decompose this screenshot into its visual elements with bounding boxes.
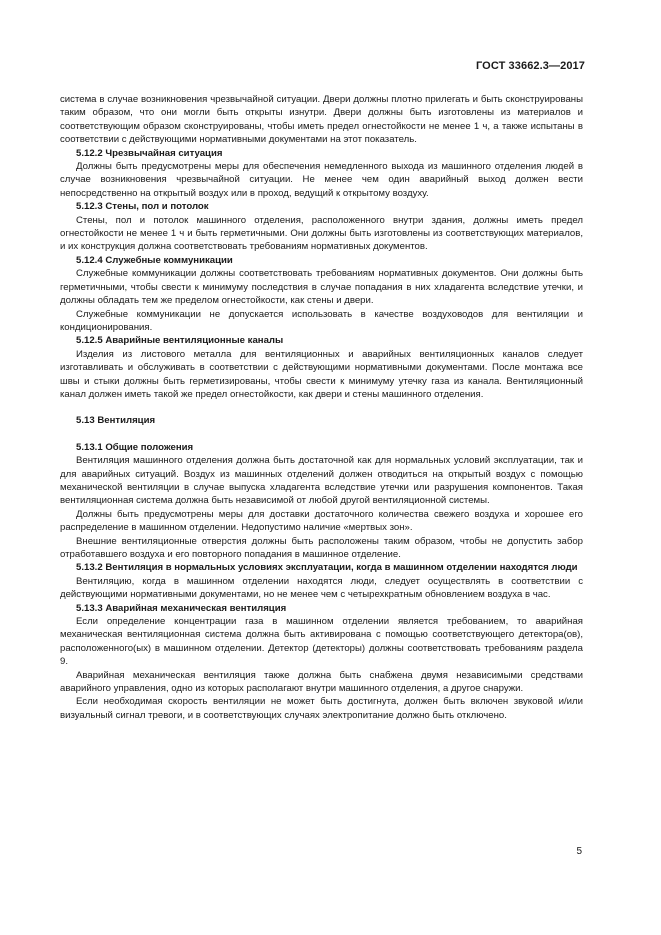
body-paragraph: Аварийная механическая вентиляция также должна быть снабжена двумя независимыми средствами аварийного управления, одно из которых располагают внутри машинного отделения, а другое снаружи. xyxy=(60,669,583,695)
page-number: 5 xyxy=(576,846,582,857)
body-paragraph: Должны быть предусмотрены меры для доставки достаточного количества свежего воздуха и хорошее его распределение в машинном отделении. Недопустимо наличие «мертвых зон». xyxy=(60,508,583,534)
body-paragraph: Служебные коммуникации не допускается использовать в качестве воздуховодов для вентиляции и кондиционирования. xyxy=(60,308,583,333)
body-paragraph: Если определение концентрации газа в машинном отделении является требованием, то аварийная механическая вентиляционная система должна быть активирована с помощью соответствующего детектора(ов), расположенного(ых) в машинном отделении. Детектор (детекторы) должны соответствовать требованиям раздела 9. xyxy=(60,616,583,668)
section-spacer xyxy=(60,401,583,414)
section-heading: 5.12.3 Стены, пол и потолок xyxy=(76,201,209,213)
body-paragraph: Вентиляция машинного отделения должна быть достаточной как для нормальных условий эксплуатации, так и для аварийных ситуаций. Воздух из машинных отделений должен отводиться на открытый воздух с помощью механической вентиляции в случае выпуска хладагента вследствие утечки или разрушения компонентов. Такая вентиляционная система должна быть независимой от любой другой вентиляционной системы. xyxy=(60,455,583,507)
section-heading: 5.13.2 Вентиляция в нормальных условиях эксплуатации, когда в машинном отделении находятся люди xyxy=(76,562,578,574)
document-body xyxy=(60,93,583,722)
body-paragraph: Если необходимая скорость вентиляции не может быть достигнута, должен быть включен звуковой и/или визуальный сигнал тревоги, и в соответствующих случаях электропитание должно быть отключено. xyxy=(60,696,583,721)
body-paragraph: Изделия из листового металла для вентиляционных и аварийных вентиляционных каналов следует изготавливать и обслуживать в соответствии с действующими нормативными документами. После монтажа все швы и стыки должны быть герметизированы, чтобы свести к минимуму утечку газа из канала. Вентиляционный канал должен иметь такой же предел огнестойкости, как двери и стены машинного отделения. xyxy=(60,348,583,400)
standard-designation: ГОСТ 33662.3—2017 xyxy=(475,60,585,72)
section-heading: 5.12.5 Аварийные вентиляционные каналы xyxy=(76,335,284,347)
body-paragraph: Внешние вентиляционные отверстия должны быть расположены таким образом, чтобы не допустить забор отработавшего воздуха и его повторного попадания в машинное отделение. xyxy=(60,535,583,560)
body-paragraph: система в случае возникновения чрезвычайной ситуации. Двери должны плотно прилегать и быть сконструированы таким образом, что они могли быть открыты изнутри. Двери должны быть изготовлены из материалов и соответствующим образом сконструированы, чтобы иметь предел огнестойкости не менее 1 ч, а также испытаны в соответствии с действующими нормативными документами на этот показатель. xyxy=(60,94,583,146)
section-heading: 5.12.4 Служебные коммуникации xyxy=(76,254,233,266)
body-paragraph: Стены, пол и потолок машинного отделения, расположенного внутри здания, должны иметь предел огнестойкости не менее 1 ч и быть герметичными. Они должны быть изготовлены из соответствующих материалов, и их конструкция должна соответствовать требованиям нормативных документов. xyxy=(60,214,583,253)
section-heading: 5.12.2 Чрезвычайная ситуация xyxy=(76,147,223,159)
body-paragraph: Вентиляцию, когда в машинном отделении находятся люди, следует осуществлять в соответствии с действующими нормативными документами, но не менее чем с четырехкратным обновлением воздуха в час. xyxy=(60,575,583,601)
section-heading: 5.13 Вентиляция xyxy=(76,415,156,427)
section-heading: 5.13.3 Аварийная механическая вентиляция xyxy=(76,602,287,614)
body-paragraph: Служебные коммуникации должны соответствовать требованиям нормативных документов. Они должны быть герметичными, чтобы свести к минимуму последствия в случае попадания в них хладагента вследствие утечки, и должны обладать тем же пределом огнестойкости, как стены и двери. xyxy=(60,268,583,307)
section-spacer xyxy=(60,428,583,441)
body-paragraph: Должны быть предусмотрены меры для обеспечения немедленного выхода из машинного отделения людей в случае возникновения чрезвычайной ситуации. Не менее чем один аварийный выход должен вести непосредственно на открытый воздух или в проход, ведущий к открытому воздуху. xyxy=(60,161,583,199)
section-heading: 5.13.1 Общие положения xyxy=(76,441,194,453)
